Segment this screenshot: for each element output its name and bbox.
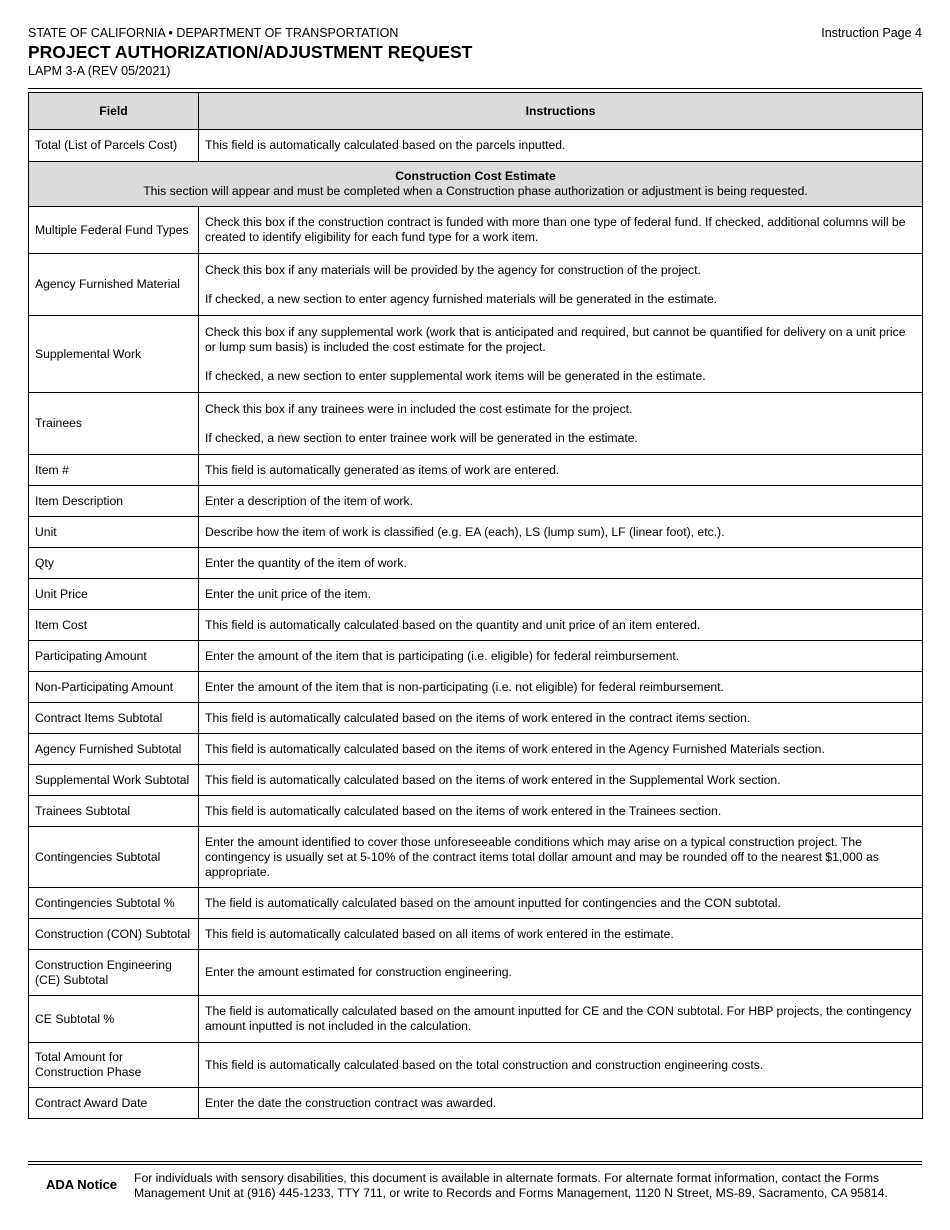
table-row bbox=[29, 950, 923, 996]
field-cell: Contingencies Subtotal bbox=[29, 827, 199, 888]
instruction-cell bbox=[199, 254, 923, 316]
instruction-cell: This field is automatically calculated based on the quantity and unit price of an item entered. bbox=[199, 610, 923, 641]
section-header bbox=[29, 162, 923, 207]
instruction-cell: The field is automatically calculated based on the amount inputted for contingencies and the CON subtotal. bbox=[199, 888, 923, 919]
header-field: Field bbox=[29, 93, 199, 130]
table-row bbox=[29, 641, 923, 672]
instructions-table bbox=[28, 92, 923, 1119]
field-cell: Contract Award Date bbox=[29, 1088, 199, 1119]
table-row bbox=[29, 796, 923, 827]
table-row bbox=[29, 610, 923, 641]
table-row bbox=[29, 919, 923, 950]
table-row bbox=[29, 455, 923, 486]
field-cell: Agency Furnished Material bbox=[29, 254, 199, 316]
field-cell: Item Description bbox=[29, 486, 199, 517]
instruction-cell: Check this box if the construction contract is funded with more than one type of federal fund. If checked, additional columns will be created to identify eligibility for each fund type for a work item. bbox=[199, 207, 923, 254]
table-row bbox=[29, 548, 923, 579]
field-cell: Trainees bbox=[29, 393, 199, 455]
table-row bbox=[29, 672, 923, 703]
field-cell: Item Cost bbox=[29, 610, 199, 641]
table-row bbox=[29, 888, 923, 919]
field-cell: Construction (CON) Subtotal bbox=[29, 919, 199, 950]
field-cell: Total Amount for Construction Phase bbox=[29, 1043, 199, 1088]
instruction-cell: This field is automatically calculated based on the items of work entered in the Supplemental Work section. bbox=[199, 765, 923, 796]
table-header-row bbox=[29, 93, 923, 130]
table-row bbox=[29, 207, 923, 254]
table-row bbox=[29, 517, 923, 548]
table-row bbox=[29, 996, 923, 1043]
field-cell: Agency Furnished Subtotal bbox=[29, 734, 199, 765]
instruction-paragraph: Check this box if any supplemental work (work that is anticipated and required, but cannot be quantified for delivery on a unit price or lump sum basis) is included the cost estimate for the project. bbox=[205, 324, 906, 354]
instruction-paragraph: If checked, a new section to enter agency furnished materials will be generated in the estimate. bbox=[205, 291, 718, 306]
page-header bbox=[28, 26, 922, 79]
form-number: LAPM 3-A (REV 05/2021) bbox=[28, 64, 171, 78]
table-row bbox=[29, 254, 923, 316]
field-cell: Supplemental Work bbox=[29, 316, 199, 393]
table-row bbox=[29, 1043, 923, 1088]
table-row bbox=[29, 393, 923, 455]
section-row bbox=[29, 162, 923, 207]
section-subtitle: This section will appear and must be completed when a Construction phase authorization or adjustment is being requested. bbox=[143, 184, 808, 198]
field-cell: Supplemental Work Subtotal bbox=[29, 765, 199, 796]
instruction-cell: The field is automatically calculated based on the amount inputted for CE and the CON subtotal. For HBP projects, the contingency amount inputted is not included in the calculation. bbox=[199, 996, 923, 1043]
table-row bbox=[29, 827, 923, 888]
instruction-cell: This field is automatically calculated based on the total construction and construction engineering costs. bbox=[199, 1043, 923, 1088]
table-row bbox=[29, 703, 923, 734]
field-cell: Unit Price bbox=[29, 579, 199, 610]
instruction-paragraph: If checked, a new section to enter supplemental work items will be generated in the estimate. bbox=[205, 368, 706, 383]
table-row bbox=[29, 579, 923, 610]
form-title: PROJECT AUTHORIZATION/ADJUSTMENT REQUEST bbox=[28, 42, 473, 62]
section-title: Construction Cost Estimate bbox=[395, 169, 556, 183]
instruction-paragraph: Check this box if any trainees were in included the cost estimate for the project. bbox=[205, 401, 633, 416]
department-line: STATE OF CALIFORNIA • DEPARTMENT OF TRANSPORTATION bbox=[28, 26, 399, 40]
instruction-cell: This field is automatically calculated based on the items of work entered in the contract items section. bbox=[199, 703, 923, 734]
field-cell: Contingencies Subtotal % bbox=[29, 888, 199, 919]
field-cell: Non-Participating Amount bbox=[29, 672, 199, 703]
field-cell: Construction Engineering (CE) Subtotal bbox=[29, 950, 199, 996]
instruction-cell: This field is automatically calculated based on the items of work entered in the Agency Furnished Materials section. bbox=[199, 734, 923, 765]
header-instructions: Instructions bbox=[199, 93, 923, 130]
instruction-cell: Enter the amount of the item that is participating (i.e. eligible) for federal reimbursement. bbox=[199, 641, 923, 672]
instruction-paragraph: Check this box if any materials will be provided by the agency for construction of the project. bbox=[205, 262, 701, 277]
instruction-cell: This field is automatically calculated based on the items of work entered in the Trainees section. bbox=[199, 796, 923, 827]
instruction-cell bbox=[199, 393, 923, 455]
field-cell: Contract Items Subtotal bbox=[29, 703, 199, 734]
page-label: Instruction Page 4 bbox=[821, 26, 922, 40]
instruction-cell: Enter the amount identified to cover those unforeseeable conditions which may arise on a typical construction project. The contingency is usually set at 5-10% of the contract items total dollar amount and may be rounded off to the nearest $1,000 as appropriate. bbox=[199, 827, 923, 888]
instruction-cell bbox=[199, 316, 923, 393]
table-row bbox=[29, 130, 923, 162]
instruction-cell: Enter a description of the item of work. bbox=[199, 486, 923, 517]
footer-divider bbox=[28, 1164, 922, 1165]
ada-notice-label: ADA Notice bbox=[46, 1177, 118, 1192]
field-cell: Trainees Subtotal bbox=[29, 796, 199, 827]
field-cell: Multiple Federal Fund Types bbox=[29, 207, 199, 254]
field-cell: Item # bbox=[29, 455, 199, 486]
footer-divider bbox=[28, 1161, 922, 1162]
instruction-paragraph: If checked, a new section to enter trainee work will be generated in the estimate. bbox=[205, 430, 638, 445]
instruction-cell: Enter the amount estimated for construction engineering. bbox=[199, 950, 923, 996]
table-row bbox=[29, 765, 923, 796]
field-cell: Total (List of Parcels Cost) bbox=[29, 130, 199, 162]
header-divider bbox=[28, 88, 922, 89]
table-row bbox=[29, 316, 923, 393]
instruction-cell: Enter the unit price of the item. bbox=[199, 579, 923, 610]
table-row bbox=[29, 1088, 923, 1119]
field-cell: Unit bbox=[29, 517, 199, 548]
instruction-cell: Enter the amount of the item that is non-participating (i.e. not eligible) for federal reimbursement. bbox=[199, 672, 923, 703]
instruction-cell: This field is automatically calculated based on the parcels inputted. bbox=[199, 130, 923, 162]
field-cell: Participating Amount bbox=[29, 641, 199, 672]
table-row bbox=[29, 486, 923, 517]
instruction-cell: Enter the date the construction contract was awarded. bbox=[199, 1088, 923, 1119]
field-cell: Qty bbox=[29, 548, 199, 579]
instruction-cell: This field is automatically generated as items of work are entered. bbox=[199, 455, 923, 486]
field-cell: CE Subtotal % bbox=[29, 996, 199, 1043]
ada-notice-text: For individuals with sensory disabilities, this document is available in alternate formats. For alternate format information, contact the Forms Management Unit at (916) 445-1233, TTY 711, or write to Records and Forms Management, 1120 N Street, MS-89, Sacramento, CA 95814. bbox=[134, 1171, 888, 1200]
instruction-cell: Enter the quantity of the item of work. bbox=[199, 548, 923, 579]
instruction-cell: This field is automatically calculated based on all items of work entered in the estimate. bbox=[199, 919, 923, 950]
instruction-cell: Describe how the item of work is classified (e.g. EA (each), LS (lump sum), LF (linear foot), etc.). bbox=[199, 517, 923, 548]
table-row bbox=[29, 734, 923, 765]
